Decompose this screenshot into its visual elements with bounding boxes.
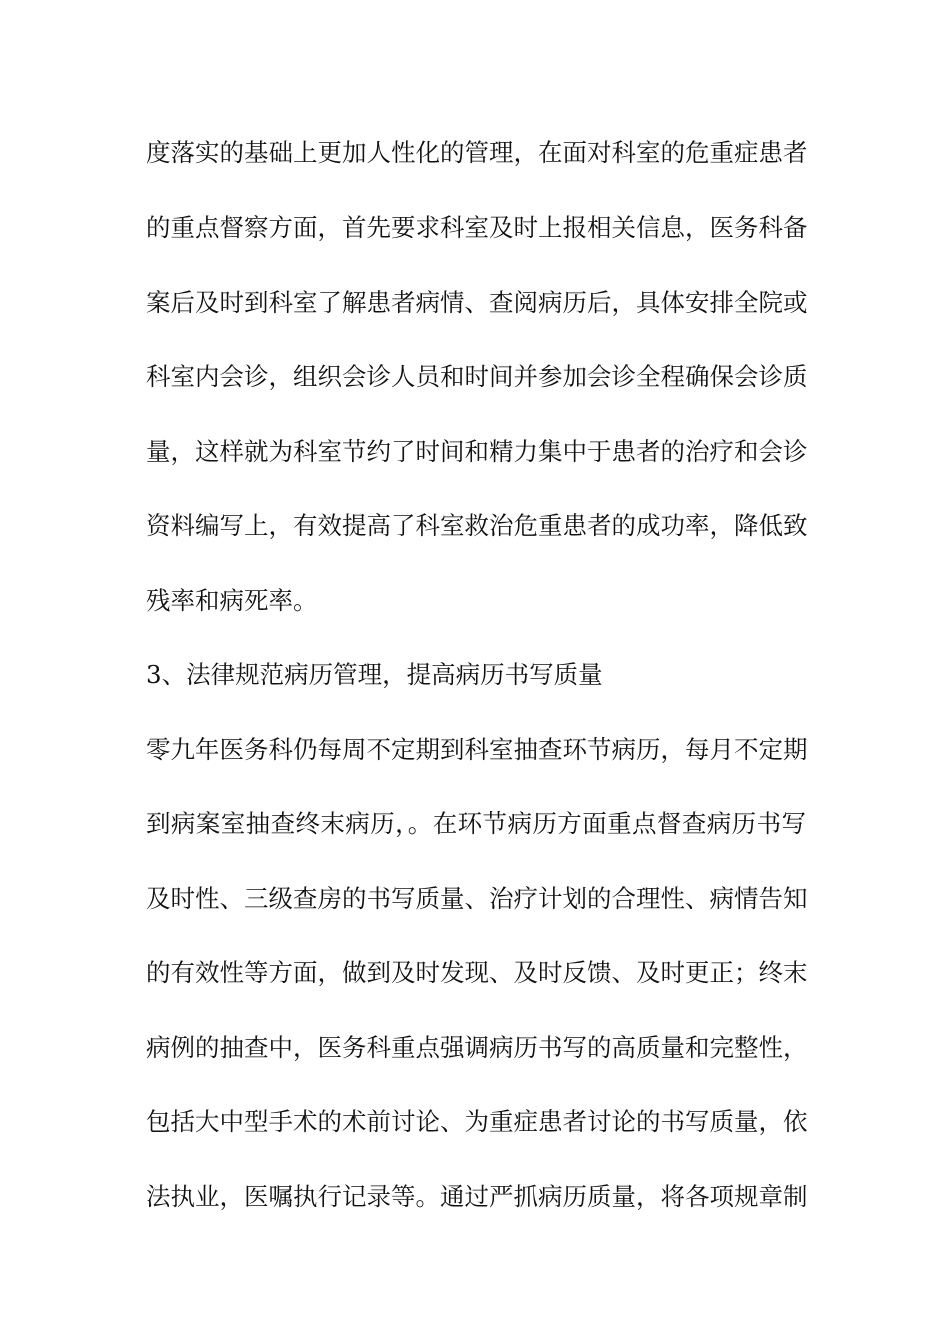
paragraph-1-line-2: 的重点督察方面，首先要求科室及时上报相关信息，医务科备 [146,213,808,242]
paragraph-2-line-4: 的有效性等方面，做到及时发现、及时反馈、及时更正；终末 [146,958,808,987]
paragraph-1-line-6: 资料编写上，有效提高了科室救治危重患者的成功率，降低致 [146,511,808,540]
paragraph-1-line-5: 量，这样就为科室节约了时间和精力集中于患者的治疗和会诊 [146,437,808,466]
paragraph-2-line-5: 病例的抽查中，医务科重点强调病历书写的高质量和完整性， [146,1033,808,1062]
section-heading: 3、法律规范病历管理，提高病历书写质量 [146,660,603,689]
paragraph-2-line-7: 法执业，医嘱执行记录等。通过严抓病历质量，将各项规章制 [146,1182,808,1211]
paragraph-2-line-3: 及时性、三级查房的书写质量、治疗计划的合理性、病情告知 [146,884,808,913]
paragraph-1-line-7: 残率和病死率。 [146,586,318,615]
paragraph-2-line-1: 零九年医务科仍每周不定期到科室抽查环节病历，每月不定期 [146,735,808,764]
paragraph-2-line-6: 包括大中型手术的术前讨论、为重症患者讨论的书写质量，依 [146,1107,808,1136]
paragraph-2-line-2: 到病案室抽查终末病历，。在环节病历方面重点督查病历书写 [146,809,806,838]
paragraph-1-line-1: 度落实的基础上更加人性化的管理，在面对科室的危重症患者 [146,138,808,167]
paragraph-1-line-3: 案后及时到科室了解患者病情、查阅病历后，具体安排全院或 [146,288,808,317]
paragraph-1-line-4: 科室内会诊，组织会诊人员和时间并参加会诊全程确保会诊质 [146,362,808,391]
